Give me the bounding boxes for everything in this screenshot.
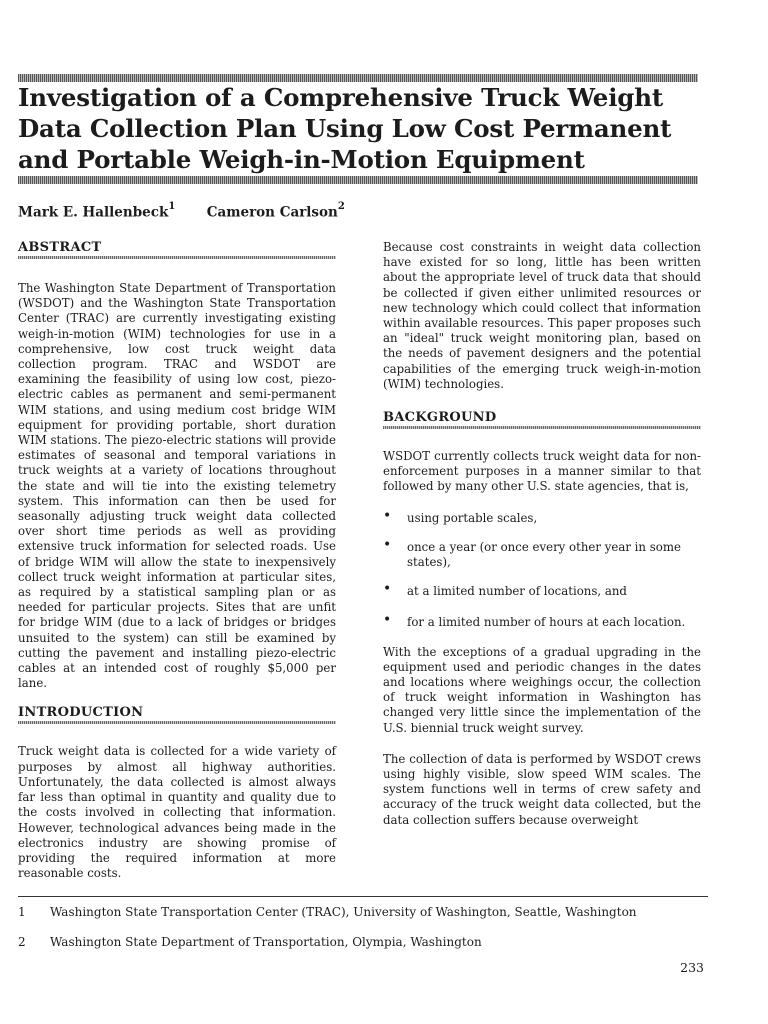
list-item: • for a limited number of hours at each location. (383, 612, 686, 630)
footnote-number: 2 (18, 935, 26, 949)
bullet-icon: • (383, 612, 392, 629)
footnote-rule (18, 896, 708, 897)
footnote-text: Washington State Department of Transportation, Olympia, Washington (50, 935, 482, 949)
author-affiliation-mark: 2 (337, 201, 345, 212)
bullet-icon: • (383, 581, 392, 598)
bullet-icon: • (383, 536, 392, 553)
abstract-text: The Washington State Department of Transportation (WSDOT) and the Washington State Transportation Center (TRAC) are currently investigating existing weigh-in-motion (WIM) technologies for use in a comprehensive, low cost truck weight data collection program. TRAC and WSDOT are examining the feasibility of using low cost, piezo-electric cables as permanent and semi-permanent WIM stations, and using medium cost bridge WIM equipment for providing portable, short duration WIM stations. The piezo-electric stations will provide estimates of seasonal and temporal variations in truck weights at a variety of locations throughout the state and will tie into the existing telemetry system. This information can then be used for seasonally adjusting truck weight data collected over short time periods as well as providing extensive truck information for selected roads. Use of bridge WIM will allow the state to inexpensively collect truck weight information at particular sites, as required by a statistical sampling plan or as needed for particular projects. Sites that are unfit for bridge WIM (due to a lack of bridges or bridges unsuited to the system) can still be examined by cutting the pavement and installing piezo-electric cables at an intended cost of roughly $5,000 per lane. (18, 281, 336, 691)
introduction-text: Truck weight data is collected for a wide variety of purposes by almost all highway authorities. Unfortunately, the data collected is almost always far less than optimal in quantity and quality due to the costs involved in collecting that information. However, technological advances being made in the electronics industry are showing promise of providing the required information at more reasonable costs. (18, 744, 336, 881)
author-name: Cameron Carlson (206, 204, 338, 221)
bullet-icon: • (383, 507, 392, 524)
background-paragraph: WSDOT currently collects truck weight data for non-enforcement purposes in a manner similar to that followed by many other U.S. state agencies, that is, (383, 449, 701, 494)
title-bottom-rule (18, 176, 698, 184)
author-line (18, 203, 345, 221)
paper-title: Investigation of a Comprehensive Truck Weight Data Collection Plan Using Low Cost Permanent and Portable Weigh-in-Motion Equipment (18, 83, 672, 174)
right-column (383, 240, 701, 828)
background-paragraph: With the exceptions of a gradual upgrading in the equipment used and periodic changes in the dates and locations where weighings occur, the collection of truck weight information in Washington has changed very little since the implementation of the U.S. biennial truck weight survey. (383, 644, 701, 735)
title-top-rule (18, 74, 698, 82)
background-heading: BACKGROUND (383, 410, 701, 429)
list-item: • using portable scales, (383, 507, 538, 525)
abstract-heading: ABSTRACT (18, 240, 336, 259)
left-column (18, 240, 336, 881)
author-name: Mark E. Hallenbeck (18, 204, 169, 221)
background-paragraph: The collection of data is performed by WSDOT crews using highly visible, slow speed WIM scales. The system functions well in terms of crew safety and accuracy of the truck weight data collected, but the data collection suffers because overweight (383, 751, 701, 827)
footnote (18, 905, 637, 919)
list-item: • once a year (or once every other year in some states), (383, 536, 681, 570)
footnote-number: 1 (18, 905, 26, 919)
background-bullet-list (383, 507, 701, 631)
footnote (18, 935, 482, 949)
author-affiliation-mark: 1 (168, 201, 176, 212)
intro-continued-text: Because cost constraints in weight data collection have existed for so long, little has been written about the appropriate level of truck data that should be collected if given either unlimited resources or new technology which could collect that information within available resources. This paper proposes such an "ideal" truck weight monitoring plan, based on the needs of pavement designers and the potential capabilities of the emerging truck weigh-in-motion (WIM) technologies. (383, 240, 701, 391)
footnote-text: Washington State Transportation Center (TRAC), University of Washington, Seattle, Washington (50, 905, 637, 919)
introduction-heading: INTRODUCTION (18, 705, 336, 724)
page-number: 233 (680, 960, 704, 975)
list-item: • at a limited number of locations, and (383, 581, 627, 599)
